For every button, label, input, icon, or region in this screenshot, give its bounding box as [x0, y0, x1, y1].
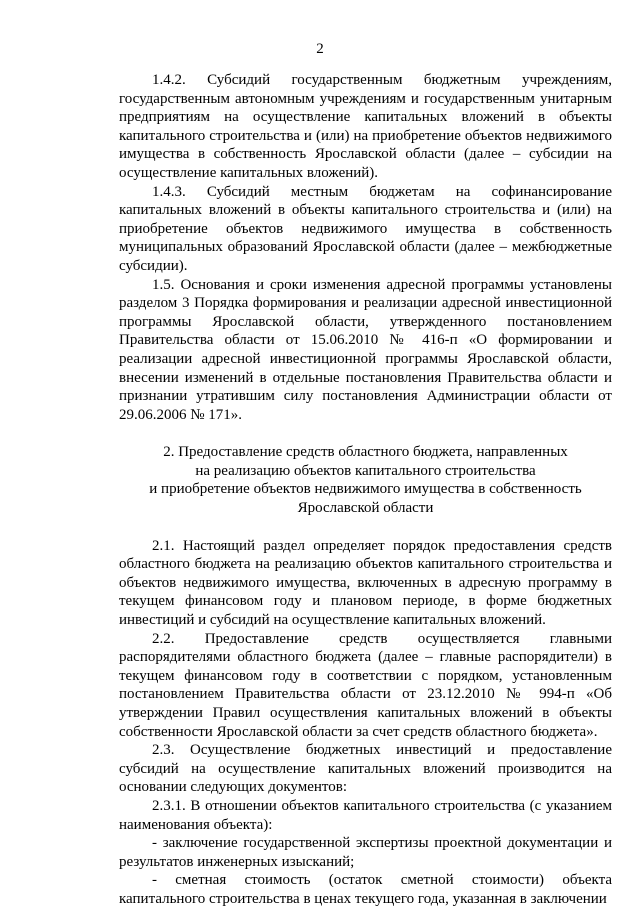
section-heading-line: 2. Предоставление средств областного бюджета, направленных — [163, 444, 568, 461]
list-item: - сметная стоимость (остаток сметной стоимости) объекта капитального строительства в ценах текущего года, указанная в заключении — [119, 872, 612, 907]
paragraph-2-3: 2.3. Осуществление бюджетных инвестиций и предоставление субсидий на осуществление капитальных вложений производится на основании следующих документов: — [119, 742, 612, 796]
section-heading-line: и приобретение объектов недвижимого имущества в собственность — [149, 481, 582, 498]
section-heading-line: на реализацию объектов капитального строительства — [195, 462, 536, 479]
page-number: 2 — [316, 41, 324, 57]
section-heading-line: Ярославской области — [297, 500, 434, 517]
document-body — [119, 71, 612, 909]
paragraph-2-2: 2.2. Предоставление средств осуществляется главными распорядителями областного бюджета (далее – главные распорядители) в текущем финансовом году в соответствии с порядком, установленным постановлением Правительства области от 23.12.2010 № 994-п «Об утверждении Правил осуществления капитальных вложений в объекты собственности Ярославской области за счет средств областного бюджета». — [119, 630, 612, 740]
list-item: - заключение государственной экспертизы проектной документации и результатов инженерных изысканий; — [119, 835, 612, 870]
paragraph-1-4-3: 1.4.3. Субсидий местным бюджетам на софинансирование капитальных вложений в объекты капитального строительства и (или) на приобретение объектов недвижимого имущества в собственность муниципальных образований Ярославской области (далее – межбюджетные субсидии). — [119, 183, 612, 274]
section-heading — [119, 443, 612, 517]
paragraph-1-4-2: 1.4.2. Субсидий государственным бюджетным учреждениям, государственным автономным учреждениям и государственным унитарным предприятиям на осуществление капитальных вложений в объекты капитального строительства и (или) на приобретение объектов недвижимого имущества в собственность Ярославской области (далее – субсидии на осуществление капитальных вложений). — [119, 72, 612, 181]
paragraph-2-3-1: 2.3.1. В отношении объектов капитального строительства (с указанием наименования объекта): — [119, 797, 612, 833]
paragraph-1-5: 1.5. Основания и сроки изменения адресной программы установлены разделом 3 Порядка формирования и реализации адресной инвестиционной программы Ярославской области, утвержденного постановлением Правительства области от 15.06.2010 № 416-п «О формировании и реализации адресной инвестиционной программы Ярославской области, внесении изменений в отдельные постановления Правительства области и признании утратившим силу постановления Администрации области от 29.06.2006 № 171». — [119, 276, 612, 423]
paragraph-2-1: 2.1. Настоящий раздел определяет порядок предоставления средств областного бюджета на реализацию объектов капитального строительства и объектов недвижимого имущества, включенных в адресную программу в текущем финансовом году и плановом периоде, в форме бюджетных инвестиций и субсидий на осуществление капитальных вложений. — [119, 537, 612, 629]
